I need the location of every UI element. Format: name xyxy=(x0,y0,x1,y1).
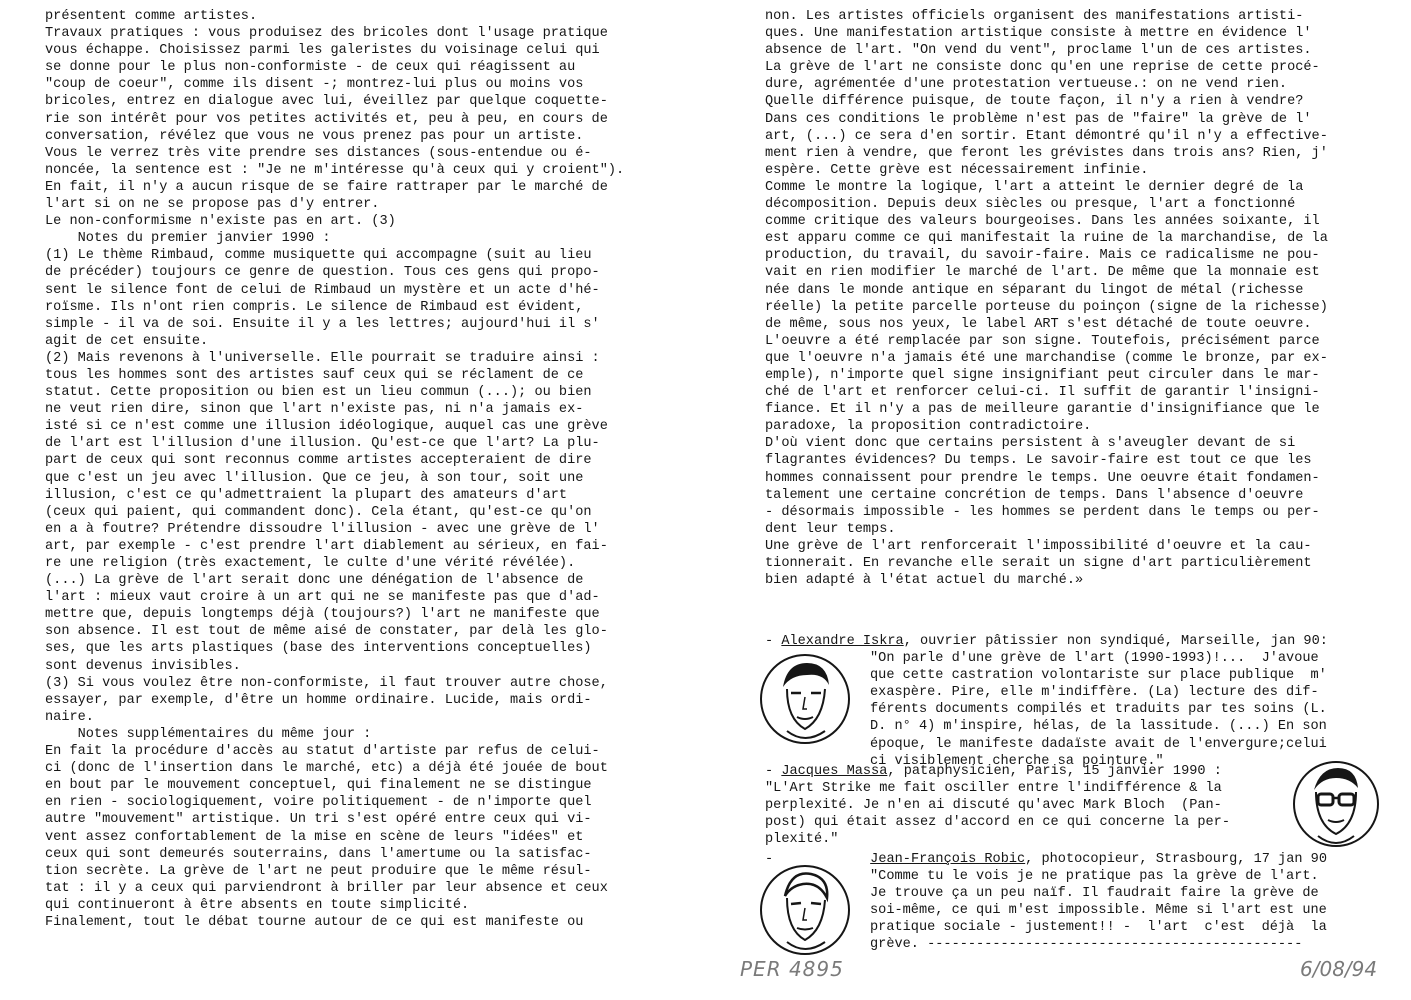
text-line: art, par exemple - c'est prendre l'art diablement au sérieux, en fai- xyxy=(45,538,608,554)
text-line: en a à foutre? Prétendre dissoudre l'illusion - avec une grève de l' xyxy=(45,521,600,537)
text-line: autre "mouvement" artistique. Un tri s'est opéré entre ceux qui vi- xyxy=(45,812,592,828)
quote-author-iskra: Alexandre Iskra xyxy=(781,634,904,649)
text-line: dent leur temps. xyxy=(765,521,896,537)
text-line: de précéder) toujours ce genre de question. Tous ces gens qui propo- xyxy=(45,265,600,281)
text-line: dure, agrémentée d'une protestation vertueuse.: on ne vend rien. xyxy=(765,77,1288,93)
text-line: rie son intérêt pour vos petites activités et, peu à peu, en cours de xyxy=(45,111,608,127)
text-line: que cette castration volontariste sur place publique m' xyxy=(870,668,1327,684)
text-line: (ceux qui paient, qui commandent donc). Cela étant, qu'est-ce qu'on xyxy=(45,504,592,520)
quote-author-robic: Jean-François Robic xyxy=(870,852,1026,867)
text-line: sont devenus invisibles. xyxy=(45,658,241,674)
text-line: (1) Le thème Rimbaud, comme musiquette qui accompagne (suit au lieu xyxy=(45,248,592,264)
text-line: ché de l'art et renforcer celui-ci. Il suffit de garantir l'insigni- xyxy=(765,385,1320,401)
text-line: En fait la procédure d'accès au statut d'artiste par refus de celui- xyxy=(45,744,600,760)
text-line: Quelle différence puisque, de toute façon, il n'y a rien à vendre? xyxy=(765,94,1304,110)
text-line: son absence. Il est tout de même aisé de constater, par delà les glo- xyxy=(45,624,608,640)
portrait-iskra-icon xyxy=(757,649,853,749)
quote-robic: - Jean-François Robic, photocopieur, Strasbourg, 17 jan 90 "Comme tu le vois je ne pratique pas la grève de l'art. Je trouve ça un peu naïf. Il faudrait faire la grève de soi-même, ce qui m'est impossible. Même si l'art est une pratique sociale - justement!! - l'art c'est déjà la grève. ---------------------------------------------- xyxy=(765,851,1370,954)
text-line: Une grève de l'art renforcerait l'impossibilité d'oeuvre et la cau- xyxy=(765,538,1312,554)
text-line: bien adapté à l'état actuel du marché.» xyxy=(765,573,1084,589)
quote-attribution-robic: , photocopieur, Strasbourg, 17 jan 90 xyxy=(1025,852,1328,867)
text-line: mettre que, depuis longtemps déjà (toujours?) l'art ne manifeste que xyxy=(45,607,600,623)
text-line: grève. ---------------------------------------------- xyxy=(870,937,1303,953)
text-line: talement une certaine concrétion de temps. Dans l'absence d'oeuvre xyxy=(765,487,1304,503)
text-line: - désormais impossible - les hommes se perdent dans le temps ou per- xyxy=(765,504,1320,520)
text-line: tion secrète. La grève de l'art ne peut produire que le même résul- xyxy=(45,863,592,879)
text-line: qui continueront à être absents en toute simplicité. xyxy=(45,897,470,913)
text-line: Je trouve ça un peu naïf. Il faudrait faire la grève de xyxy=(870,886,1319,902)
text-line: en rien - sociologiquement, voire politiquement - de n'importe quel xyxy=(45,795,592,811)
text-line: isté si ce n'est comme une illusion idéologique, auquel cas une grève xyxy=(45,419,608,435)
text-line: que l'oeuvre n'a jamais été une marchandise (comme le bronze, par ex- xyxy=(765,350,1328,366)
text-line: "coup de coeur", comme ils disent -; montrez-lui plus ou moins vos xyxy=(45,77,584,93)
text-line: ses, que les arts plastiques (base des interventions conceptuelles) xyxy=(45,641,592,657)
text-line: ment rien à vendre, que feront les grévistes dans trois ans? Rien, j' xyxy=(765,145,1328,161)
text-line: (2) Mais revenons à l'universelle. Elle pourrait se traduire ainsi : xyxy=(45,350,600,366)
text-line: vent assez confortablement de la mise en scène de leurs "idées" et xyxy=(45,829,584,845)
text-line: Finalement, tout le débat tourne autour de ce qui est manifeste ou xyxy=(45,914,584,930)
text-line: Notes du premier janvier 1990 : xyxy=(45,231,331,247)
text-line: vait en rien modifier le marché de l'art. De même que la monnaie est xyxy=(765,265,1320,281)
text-line: hommes connaissent pour prendre le temps. Une oeuvre était fondamen- xyxy=(765,470,1320,486)
text-line: époque, le manifeste dadaïste avait de l'envergure;celui xyxy=(870,736,1327,752)
text-line: plexité." xyxy=(765,832,839,848)
quote-attribution-massa: , pataphysicien, Paris, 15 janvier 1990 : xyxy=(887,764,1222,779)
text-line: férents documents compilés et traduits par tes soins (L. xyxy=(870,702,1327,718)
text-line: Dans ces conditions le problème n'est pas de "faire" la grève de l' xyxy=(765,111,1312,127)
text-line: part de ceux qui sont reconnus comme artistes accepteraient de dire xyxy=(45,453,592,469)
text-line: D'où vient donc que certains persistent à s'aveugler devant de si xyxy=(765,436,1296,452)
text-line: comme critique des valeurs bourgeoises. Dans les années soixante, il xyxy=(765,214,1320,230)
text-line: ceux qui sont demeurés souterrains, dans l'amertume ou la satisfac- xyxy=(45,846,592,862)
text-line: bricoles, entrez en dialogue avec lui, éveillez par quelque coquette- xyxy=(45,94,608,110)
text-line: En fait, il n'y a aucun risque de se faire rattraper par le marché de xyxy=(45,179,608,195)
text-line: "On parle d'une grève de l'art (1990-1993)!... J'avoue xyxy=(870,651,1319,667)
text-line: conversation, révélez que vous ne vous prenez pas pour un artiste. xyxy=(45,128,584,144)
text-line: réelle) la petite parcelle porteuse du poinçon (signe de la richesse) xyxy=(765,299,1328,315)
text-line: née dans le monde antique en séparant du lingot de métal (richesse xyxy=(765,282,1304,298)
text-line: perplexité. Je n'en ai discuté qu'avec Mark Bloch (Pan- xyxy=(765,798,1222,814)
text-line: statut. Cette proposition ou bien est un lieu commun (...); ou bien xyxy=(45,385,592,401)
text-line: se donne pour le plus non-conformiste - de ceux qui réagissent au xyxy=(45,60,576,76)
text-line: emple), n'importe quel signe insignifiant peut circuler dans le mar- xyxy=(765,367,1320,383)
text-line: absence de l'art. "On vend du vent", proclame l'un de ces artistes. xyxy=(765,43,1312,59)
text-line: présentent comme artistes. xyxy=(45,9,258,24)
text-line: agit de cet ensuite. xyxy=(45,333,209,349)
text-line: espère. Cette grève est nécessairement infinie. xyxy=(765,162,1149,178)
text-line: (...) La grève de l'art serait donc une dénégation de l'absence de xyxy=(45,573,584,589)
text-line: "L'Art Strike me fait osciller entre l'indifférence & la xyxy=(765,781,1222,797)
text-line: de même, sous nos yeux, le label ART s'est détaché de toute oeuvre. xyxy=(765,316,1312,332)
text-line: tionnerait. En revanche elle serait un signe d'art particulièrement xyxy=(765,556,1312,571)
right-column xyxy=(765,8,1370,953)
text-line: sent le silence font de celui de Rimbaud un mystère et un acte d'hé- xyxy=(45,282,600,298)
text-line: décomposition. Depuis deux siècles ou presque, l'art a fonctionné xyxy=(765,197,1296,213)
quote-massa: - Jacques Massa, pataphysicien, Paris, 15 janvier 1990 : "L'Art Strike me fait osciller entre l'indifférence & la perplexité. Je n'en ai discuté qu'avec Mark Bloch (Pan- post) qui était assez d'accord en ce qui concerne la per- plexité." xyxy=(765,763,1370,848)
text-line: l'art si on ne se propose pas d'y entrer. xyxy=(45,197,380,213)
text-line: vous échappe. Choisissez parmi les galeristes du voisinage celui qui xyxy=(45,43,600,59)
text-line: Vous le verrez très vite prendre ses distances (sous-entendue ou é- xyxy=(45,145,592,161)
text-line: noncée, la sentence est : "Je ne m'intéresse qu'à ceux qui y croient"). xyxy=(45,162,625,178)
text-line: ques. Une manifestation artistique consiste à mettre en évidence l' xyxy=(765,26,1312,42)
text-line: art, (...) ce sera d'en sortir. Etant démontré qu'il n'y a effective- xyxy=(765,128,1328,144)
text-line: pratique sociale - justement!! - l'art c'est déjà la xyxy=(870,920,1327,936)
text-line: ci visiblement cherche sa pointure." xyxy=(870,753,1164,769)
right-main-text xyxy=(765,8,1370,589)
text-line: tat : il y a ceux qui parviendront à briller par leur absence et ceux xyxy=(45,880,608,896)
text-line: de l'art est l'illusion d'une illusion. Qu'est-ce que l'art? La plu- xyxy=(45,436,600,452)
text-line: soi-même, ce qui m'est impossible. Même si l'art est une xyxy=(870,903,1327,919)
text-line: re une religion (très exactement, le culte d'une vérité révélée). xyxy=(45,556,576,571)
text-line: Comme le montre la logique, l'art a atteint le dernier degré de la xyxy=(765,179,1304,195)
text-line: Notes supplémentaires du même jour : xyxy=(45,726,372,742)
quote-author-massa: Jacques Massa xyxy=(781,764,888,779)
catalog-stamp: PER 4895 xyxy=(740,957,844,981)
date-stamp: 6/08/94 xyxy=(1300,957,1378,981)
portrait-massa-icon xyxy=(1290,756,1382,852)
text-line: essayer, par exemple, d'être un homme ordinaire. Lucide, mais ordi- xyxy=(45,692,592,708)
quote-iskra: - Alexandre Iskra, ouvrier pâtissier non syndiqué, Marseille, jan 90: "On parle d'une grève de l'art (1990-1993)!... J'avoue que cette castration volontariste sur place publique m' exaspère. Pire, elle m'indiffère. (La) lecture des dif- férents documents compilés et traduits par tes soins (L. D. n° 4) m'inspire, hélas, de la lassitude. (...) En son époque, le manifeste dadaïste avait de l'envergure;celui ci visiblement cherche sa pointure." xyxy=(765,633,1370,770)
text-line: "Comme tu le vois je ne pratique pas la grève de l'art. xyxy=(870,869,1319,885)
left-column xyxy=(45,8,670,931)
text-line: exaspère. Pire, elle m'indiffère. (La) lecture des dif- xyxy=(870,685,1319,701)
text-line: post) qui était assez d'accord en ce qui concerne la per- xyxy=(765,815,1230,831)
text-line: ne veut rien dire, sinon que l'art n'existe pas, ni n'a jamais ex- xyxy=(45,402,584,418)
portrait-robic-icon xyxy=(757,860,853,960)
text-line: simple - il va de soi. Ensuite il y a les lettres; aujourd'hui il s' xyxy=(45,316,600,332)
text-line: en bout par le mouvement conceptuel, qui finalement ne se distingue xyxy=(45,778,592,794)
text-line: naire. xyxy=(45,709,94,725)
text-line: fiance. Et il n'y a pas de meilleure garantie d'insignifiance que le xyxy=(765,402,1320,418)
text-line: illusion, c'est ce qu'admettraient la plupart des amateurs d'art xyxy=(45,487,568,503)
text-line: D. n° 4) m'inspire, hélas, de la lassitude. (...) En son xyxy=(870,719,1327,735)
text-line: L'oeuvre a été remplacée par son signe. Toutefois, précisément parce xyxy=(765,333,1320,349)
text-line: production, du travail, du savoir-faire. Mais ce radicalisme ne pou- xyxy=(765,248,1320,264)
text-line: paradoxe, la proposition contradictoire. xyxy=(765,419,1092,435)
text-line: tous les hommes sont des artistes sauf ceux qui se réclament de ce xyxy=(45,367,584,383)
text-line: flagrantes évidences? Du temps. Le savoir-faire est tout ce que les xyxy=(765,453,1312,469)
text-line: Travaux pratiques : vous produisez des bricoles dont l'usage pratique xyxy=(45,26,608,42)
text-line: l'art : mieux vaut croire à un art qui ne se manifeste pas que d'ad- xyxy=(45,590,600,606)
text-line: roïsme. Ils n'ont rien compris. Le silence de Rimbaud est évident, xyxy=(45,299,584,315)
text-line: ci (donc de l'insertion dans le marché, etc) a déjà été jouée de bout xyxy=(45,761,608,777)
text-line: non. Les artistes officiels organisent des manifestations artisti- xyxy=(765,9,1304,24)
quote-attribution-iskra: , ouvrier pâtissier non syndiqué, Marseille, jan 90: xyxy=(903,634,1328,649)
text-line: La grève de l'art ne consiste donc qu'en une reprise de cette procé- xyxy=(765,60,1320,76)
text-line: que c'est un jeu avec l'illusion. Que ce jeu, à son tour, soit une xyxy=(45,470,584,486)
text-line: Le non-conformisme n'existe pas en art. (3) xyxy=(45,214,396,230)
text-line: (3) Si vous voulez être non-conformiste, il faut trouver autre chose, xyxy=(45,675,608,691)
text-line: est apparu comme ce qui manifestait la ruine de la marchandise, de la xyxy=(765,231,1328,247)
